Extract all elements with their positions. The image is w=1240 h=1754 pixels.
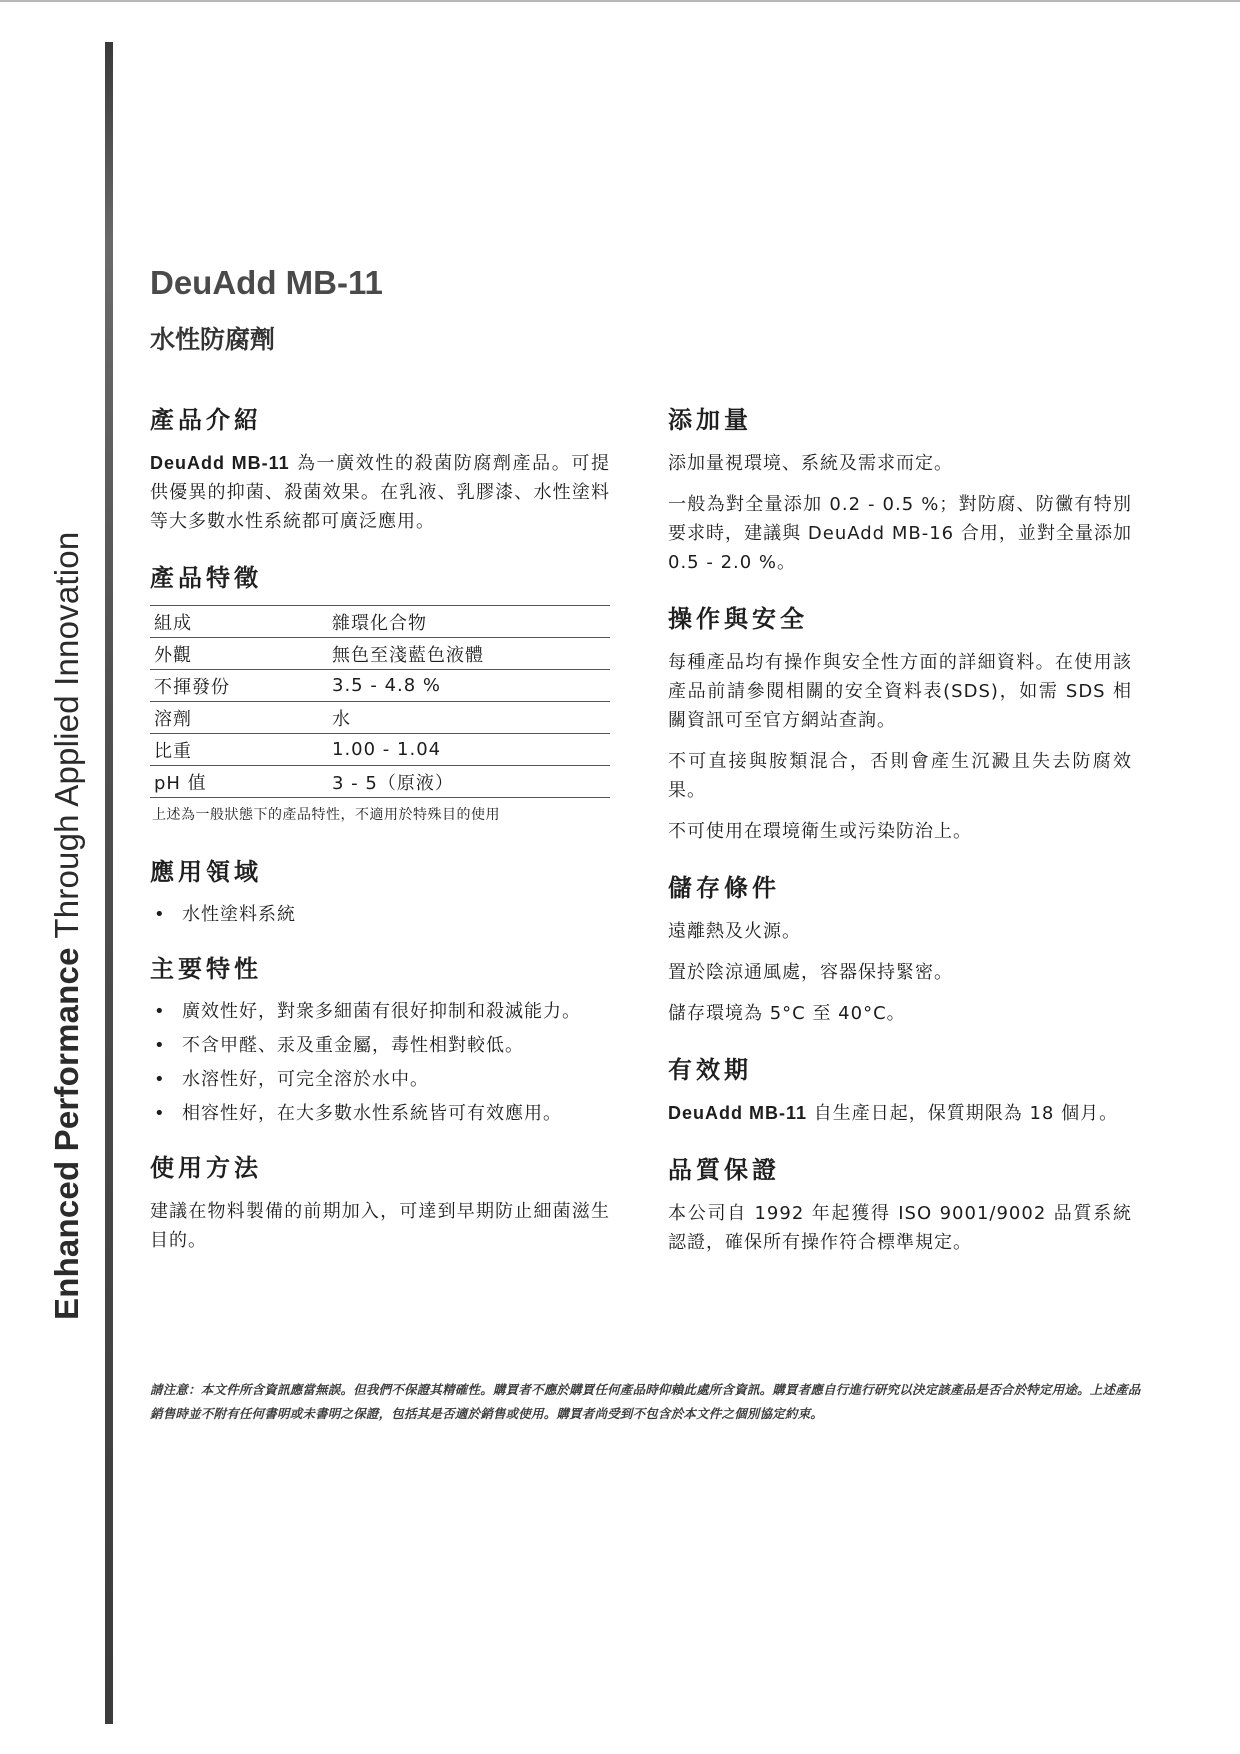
table-row bbox=[150, 670, 610, 702]
list-item-text: 水溶性好，可完全溶於水中。 bbox=[182, 1069, 429, 1090]
list-item-text: 不含甲醛、汞及重金屬，毒性相對較低。 bbox=[182, 1035, 524, 1056]
storage-text-3: 儲存環境為 5°C 至 40°C。 bbox=[668, 1003, 906, 1024]
applications-list bbox=[150, 901, 610, 929]
property-label: 組成 bbox=[150, 606, 328, 638]
table-row bbox=[150, 766, 610, 798]
table-row bbox=[150, 638, 610, 670]
disclaimer-footer: 請注意：本文件所含資訊應當無誤。但我們不保證其精確性。購買者不應於購買任何產品時仰賴此處所含資訊。購買者應自行進行研究以決定該產品是否合於特定用途。上述產品銷售時並不附有任何書明或未書明之保證，包括其是否適於銷售或使用。購買者尚受到不包含於本文件之個別協定約束。 bbox=[150, 1382, 1141, 1421]
bullet-icon: • bbox=[154, 1035, 166, 1056]
property-label: 外觀 bbox=[150, 638, 328, 670]
property-label: 不揮發份 bbox=[150, 670, 328, 702]
table-row bbox=[150, 702, 610, 734]
key-properties-heading: 主要特性 bbox=[150, 955, 262, 983]
safety-text-1: 每種產品均有操作與安全性方面的詳細資料。在使用該產品前請參閱相關的安全資料表(SDS)，如需 SDS 相關資訊可至官方網站查詢。 bbox=[668, 652, 1132, 731]
top-border bbox=[0, 0, 1240, 2]
property-value: 水 bbox=[328, 702, 610, 734]
shelf-life-body: 自生產日起，保質期限為 18 個月。 bbox=[807, 1103, 1119, 1124]
list-item-text: 相容性好，在大多數水性系統皆可有效應用。 bbox=[182, 1103, 562, 1124]
safety-text-3: 不可使用在環境衛生或污染防治上。 bbox=[668, 821, 972, 842]
property-value: 1.00 - 1.04 bbox=[328, 734, 610, 766]
intro-text bbox=[150, 449, 610, 536]
table-note: 上述為一般狀態下的產品特性，不適用於特殊目的使用 bbox=[152, 807, 500, 823]
table-row bbox=[150, 606, 610, 638]
property-label: 比重 bbox=[150, 734, 328, 766]
storage-text-2: 置於陰涼通風處，容器保持緊密。 bbox=[668, 962, 953, 983]
property-label: pH 值 bbox=[150, 766, 328, 798]
product-subtitle: 水性防腐劑 bbox=[150, 325, 276, 354]
intro-heading: 產品介紹 bbox=[150, 406, 262, 434]
product-title: DeuAdd MB-11 bbox=[150, 264, 383, 301]
bullet-icon: • bbox=[154, 1103, 166, 1124]
intro-body: 為一廣效性的殺菌防腐劑產品。可提供優異的抑菌、殺菌效果。在乳液、乳膠漆、水性塗料等大多數水性系統都可廣泛應用。 bbox=[150, 453, 610, 532]
bullet-icon: • bbox=[154, 1069, 166, 1090]
safety-heading: 操作與安全 bbox=[668, 605, 808, 633]
quality-text: 本公司自 1992 年起獲得 ISO 9001/9002 品質系統認證，確保所有操作符合標準規定。 bbox=[668, 1203, 1132, 1253]
storage-text-1: 遠離熱及火源。 bbox=[668, 921, 801, 942]
dosage-heading: 添加量 bbox=[668, 406, 752, 434]
side-tagline bbox=[47, 490, 87, 1320]
list-item bbox=[150, 1100, 610, 1128]
shelf-life-brand: DeuAdd MB-11 bbox=[668, 1103, 808, 1123]
usage-text: 建議在物料製備的前期加入，可達到早期防止細菌滋生目的。 bbox=[150, 1201, 610, 1251]
list-item bbox=[150, 1066, 610, 1094]
usage-heading: 使用方法 bbox=[150, 1154, 262, 1182]
property-value: 無色至淺藍色液體 bbox=[328, 638, 610, 670]
list-item-text: 廣效性好，對衆多細菌有很好抑制和殺滅能力。 bbox=[182, 1001, 581, 1022]
property-value: 3.5 - 4.8 % bbox=[328, 670, 610, 702]
key-properties-list bbox=[150, 998, 610, 1128]
quality-heading: 品質保證 bbox=[668, 1156, 780, 1184]
property-value: 雜環化合物 bbox=[328, 606, 610, 638]
features-table bbox=[150, 605, 610, 798]
property-value: 3 - 5（原液） bbox=[328, 766, 610, 798]
right-column bbox=[668, 400, 1132, 1269]
bullet-icon: • bbox=[154, 1001, 166, 1022]
dosage-text-2: 一般為對全量添加 0.2 - 0.5 %；對防腐、防黴有特別要求時，建議與 DeuAdd MB-16 合用，並對全量添加 0.5 - 2.0 %。 bbox=[668, 494, 1132, 573]
list-item bbox=[150, 901, 610, 929]
side-tagline-bold: Enhanced Performance bbox=[48, 947, 85, 1320]
shelf-life-heading: 有效期 bbox=[668, 1056, 752, 1084]
dosage-text-1: 添加量視環境、系統及需求而定。 bbox=[668, 453, 953, 474]
safety-text-2: 不可直接與胺類混合，否則會產生沉澱且失去防腐效果。 bbox=[668, 751, 1132, 801]
list-item-text: 水性塗料系統 bbox=[182, 904, 296, 925]
list-item bbox=[150, 1032, 610, 1060]
list-item bbox=[150, 998, 610, 1026]
storage-heading: 儲存條件 bbox=[668, 874, 780, 902]
bullet-icon: • bbox=[154, 904, 166, 925]
intro-brand: DeuAdd MB-11 bbox=[150, 453, 290, 473]
side-tagline-regular: Through Applied Innovation bbox=[48, 531, 85, 948]
applications-heading: 應用領域 bbox=[150, 858, 262, 886]
left-column bbox=[150, 400, 610, 1267]
table-row bbox=[150, 734, 610, 766]
side-accent-bar bbox=[105, 42, 113, 1724]
property-label: 溶劑 bbox=[150, 702, 328, 734]
features-heading: 產品特徵 bbox=[150, 564, 262, 592]
shelf-life-text bbox=[668, 1099, 1132, 1128]
